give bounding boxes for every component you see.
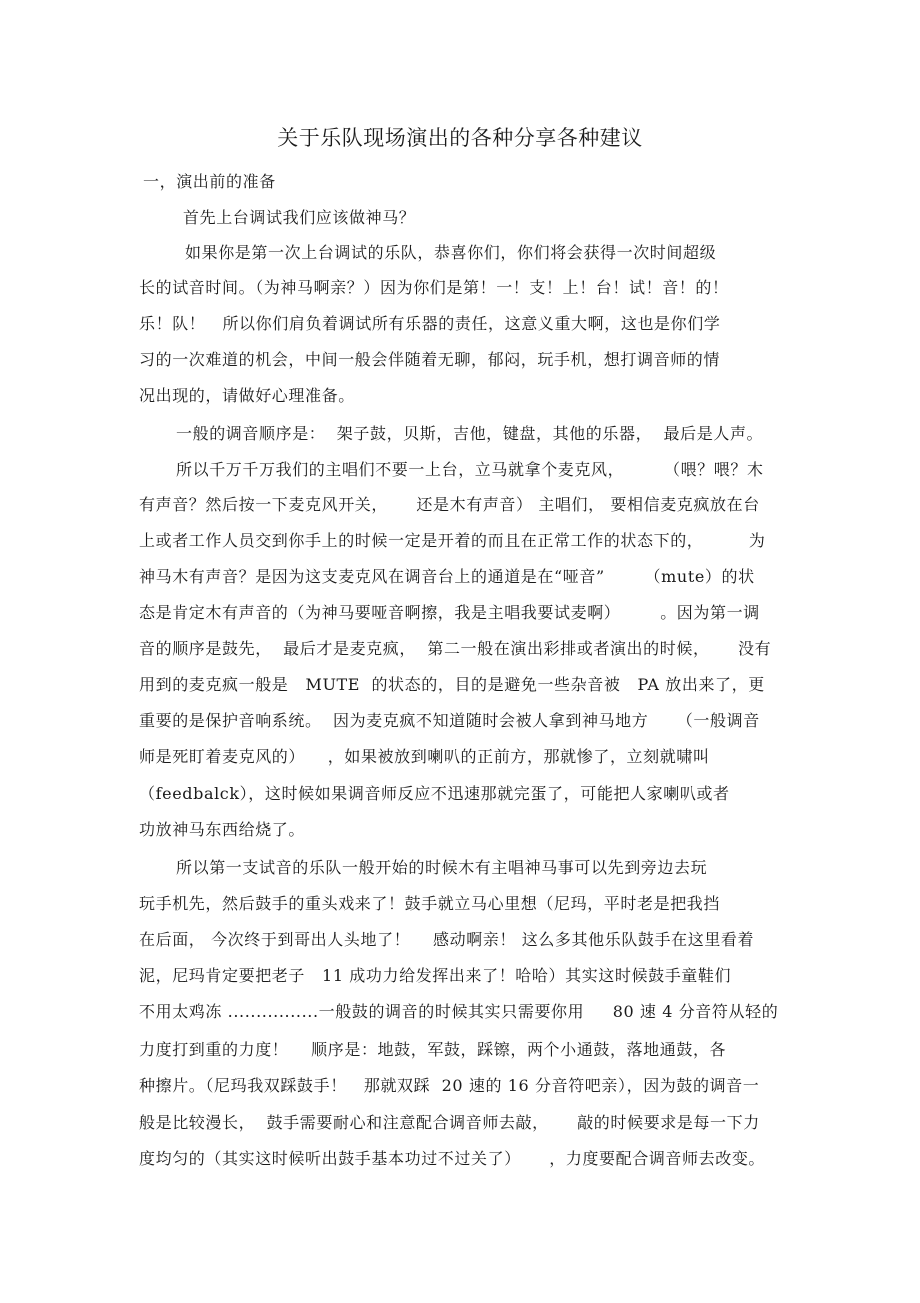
paragraph-line: 音的顺序是鼓先， 最后才是麦克疯， 第二一般在演出彩排或者演出的时候， 没有 xyxy=(139,639,772,658)
paragraph-line: （feedbalck），这时候如果调音师反应不迅速那就完蛋了，可能把人家喇叭或者 xyxy=(139,784,730,803)
paragraph-line: 长的试音时间。（为神马啊亲？）因为你们是第！一！支！上！台！试！音！的！ xyxy=(139,278,729,297)
paragraph-line: 在后面， 今次终于到哥出人头地了！ 感动啊亲！ 这么多其他乐队鼓手在这里看着 xyxy=(139,930,755,949)
paragraph-line: 玩手机先，然后鼓手的重头戏来了！鼓手就立马心里想（尼玛，平时老是把我挡 xyxy=(139,894,721,913)
paragraph-line: 乐！队！ 所以你们肩负着调试所有乐器的责任，这意义重大啊，这也是你们学 xyxy=(139,314,721,333)
paragraph-line: 有声音？然后按一下麦克风开关， 还是木有声音） 主唱们， 要相信麦克疯放在台 xyxy=(139,495,760,514)
paragraph-line: 功放神马东西给烧了。 xyxy=(139,820,306,839)
paragraph-line: 上或者工作人员交到你手上的时候一定是开着的而且在正常工作的状态下的， 为 xyxy=(139,531,766,550)
paragraph-line: 所以千万千万我们的主唱们不要一上台，立马就拿个麦克风， （喂？喂？木 xyxy=(176,460,764,479)
paragraph-line: 泥，尼玛肯定要把老子 11 成功力给发挥出来了！哈哈）其实这时候鼓手童鞋们 xyxy=(139,966,732,985)
paragraph-line: 力度打到重的力度！ 顺序是：地鼓，军鼓，踩镲，两个小通鼓，落地通鼓，各 xyxy=(139,1040,727,1059)
paragraph-line: 首先上台调试我们应该做神马？ xyxy=(183,208,416,227)
paragraph-line: 般是比较漫长， 鼓手需要耐心和注意配合调音师去敲， 敲的时候要求是每一下力 xyxy=(139,1113,760,1132)
paragraph-line: 况出现的，请做好心理准备。 xyxy=(139,386,355,405)
document-title: 关于乐队现场演出的各种分享各种建议 xyxy=(277,126,643,150)
paragraph-line: 一般的调音顺序是： 架子鼓，贝斯，吉他，键盘，其他的乐器， 最后是人声。 xyxy=(176,424,764,443)
paragraph-line: 种擦片。（尼玛我双踩鼓手！ 那就双踩 20 速的 16 分音符吧亲），因为鼓的调音一 xyxy=(139,1076,760,1095)
paragraph-line: 度均匀的（其实这时候听出鼓手基本功过不过关了） ，力度要配合调音师去改变。 xyxy=(139,1149,766,1168)
section-heading: 一，演出前的准备 xyxy=(143,172,276,191)
paragraph-line: 不用太鸡冻 ................一般鼓的调音的时候其实只需要你用 80 速 4 分音符从轻的 xyxy=(139,1002,779,1021)
paragraph-line: 所以第一支试音的乐队一般开始的时候木有主唱神马事可以先到旁边去玩 xyxy=(176,858,708,877)
paragraph-line: 师是死盯着麦克风的） ，如果被放到喇叭的正前方，那就惨了，立刻就啸叫 xyxy=(139,747,710,766)
paragraph-line: 态是肯定木有声音的（为神马要哑音啊擦，我是主唱我要试麦啊） 。因为第一调 xyxy=(139,603,760,622)
paragraph-line: 习的一次难道的机会，中间一般会伴随着无聊，郁闷，玩手机，想打调音师的情 xyxy=(139,350,721,369)
paragraph-line: 如果你是第一次上台调试的乐队，恭喜你们，你们将会获得一次时间超级 xyxy=(185,243,717,262)
paragraph-line: 用到的麦克疯一般是 MUTE 的状态的，目的是避免一些杂音被 PA 放出来了，更 xyxy=(139,675,765,694)
paragraph-line: 重要的是保护音响系统。 因为麦克疯不知道随时会被人拿到神马地方 （一般调音 xyxy=(139,711,760,730)
paragraph-line: 神马木有声音？是因为这支麦克风在调音台上的通道是在“哑音” （mute）的状 xyxy=(139,567,755,586)
